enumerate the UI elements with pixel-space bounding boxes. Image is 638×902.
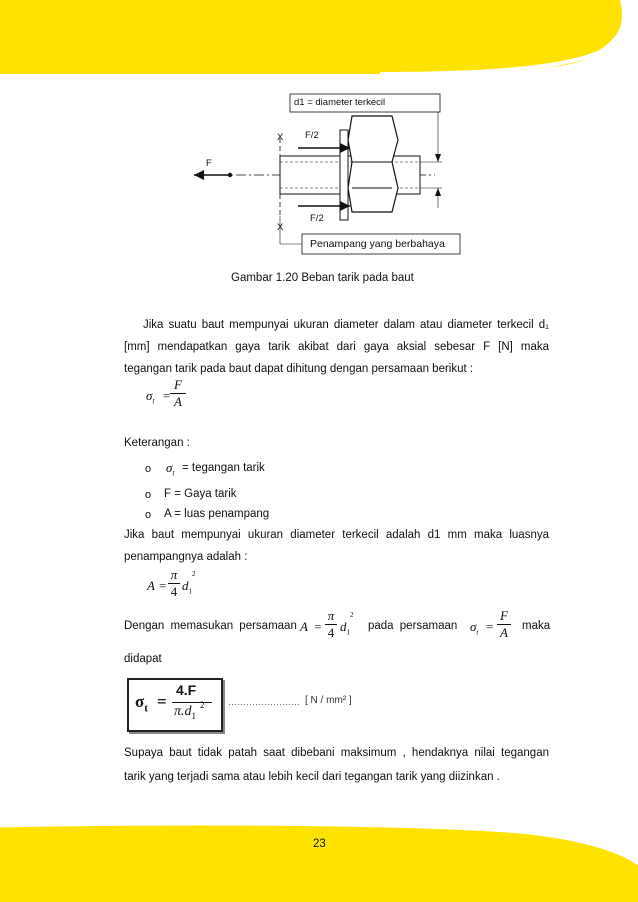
keterangan-bullet-1: o — [145, 463, 152, 475]
keterangan-bullet-2: o — [145, 489, 152, 501]
eq2-equals: = — [159, 578, 167, 593]
eq3b-num: F — [500, 608, 508, 623]
keterangan-bullet-3: o — [145, 509, 152, 521]
eq4-equals: = — [157, 692, 167, 711]
paragraph4-line2: tarik yang terjadi sama atau lebih kecil dari tegangan tarik yang diizinkan . — [124, 771, 500, 783]
eq4-dots: …………………… — [228, 697, 300, 707]
force-bottom-label: F/2 — [310, 213, 324, 224]
keterangan-sym-1: $\sigma_t$ — [166, 460, 175, 478]
paragraph2-line1: Jika baut mempunyai ukuran diameter terkecil adalah d1 mm maka luasnya — [124, 529, 549, 541]
d1-label: d1 = diameter terkecil — [294, 97, 386, 108]
force-main-label: F — [206, 158, 212, 169]
eq1-den: A — [174, 394, 182, 409]
paragraph1-line1: Jika suatu baut mempunyai ukuran diameter dalam atau diameter terkecil d₁ — [143, 319, 549, 331]
keterangan-text-1: = tegangan tarik — [182, 462, 265, 474]
paragraph3-line2: didapat — [124, 653, 162, 665]
paragraph3-start: Dengan memasukan persamaan — [124, 620, 297, 632]
bolt-figure — [180, 88, 480, 258]
paragraph3-end: maka — [522, 620, 551, 632]
eq4-bar — [172, 702, 212, 703]
keterangan-title: Keterangan : — [124, 437, 190, 449]
eq1-equals: = — [163, 388, 171, 403]
eq3a-equals: = — [314, 619, 322, 634]
eq3a-var: $d_1$ — [340, 619, 350, 637]
eq4-unit: [ N / mm² ] — [305, 695, 352, 706]
eq2-fraction — [168, 568, 180, 599]
eq3a-den: 4 — [327, 625, 335, 640]
paragraph4-line1: Supaya baut tidak patah saat dibebani maksimum , hendaknya nilai tegangan — [124, 747, 549, 759]
figure-caption: Gambar 1.20 Beban tarik pada baut — [231, 272, 414, 284]
eq2-lhs: A — [147, 578, 155, 593]
footer-band — [0, 816, 638, 902]
danger-label: Penampang yang berbahaya — [310, 238, 445, 250]
eq3a-fraction — [325, 609, 337, 640]
eq3a-num: π — [327, 608, 335, 623]
eq1-fraction — [170, 378, 186, 409]
page-number: 23 — [313, 838, 326, 850]
paragraph1-line3: tegangan tarik pada baut dapat dihitung dengan persamaan berikut : — [124, 363, 474, 375]
eq4-lhs: $\sigma_t$ — [135, 692, 148, 715]
force-top-label: F/2 — [305, 130, 319, 141]
eq3b-fraction — [497, 609, 511, 640]
paragraph1-line2: [mm] mendapatkan gaya tarik akibat dari gaya aksial sebesar F [N] maka — [124, 341, 549, 353]
paragraph3-mid: pada persamaan — [368, 620, 458, 632]
eq3b-den: A — [500, 625, 508, 640]
keterangan-text-2: F = Gaya tarik — [164, 488, 237, 500]
keterangan-text-3: A = luas penampang — [164, 508, 270, 520]
eq4-den: $\pi.d_1$ — [174, 704, 197, 721]
eq3b-lhs: $\sigma_t$ — [470, 619, 479, 637]
eq3b-equals: = — [486, 619, 494, 634]
section-mark-top: X — [277, 132, 284, 143]
eq4-den-sup: 2 — [200, 700, 205, 710]
eq1-num: F — [174, 377, 182, 392]
eq2-var: $d_1$ — [182, 578, 192, 596]
eq2-sup: 2 — [192, 570, 196, 578]
paragraph2-line2: penampangnya adalah : — [124, 551, 248, 563]
eq3a-sup: 2 — [350, 611, 354, 619]
header-band — [0, 0, 638, 80]
eq1-lhs: $\sigma_t$ — [146, 388, 155, 406]
eq3a-lhs: A — [300, 619, 308, 634]
section-mark-bottom: X — [277, 222, 284, 233]
eq2-num: π — [170, 567, 178, 582]
eq2-den: 4 — [170, 584, 178, 599]
eq4-num: 4.F — [176, 682, 197, 698]
